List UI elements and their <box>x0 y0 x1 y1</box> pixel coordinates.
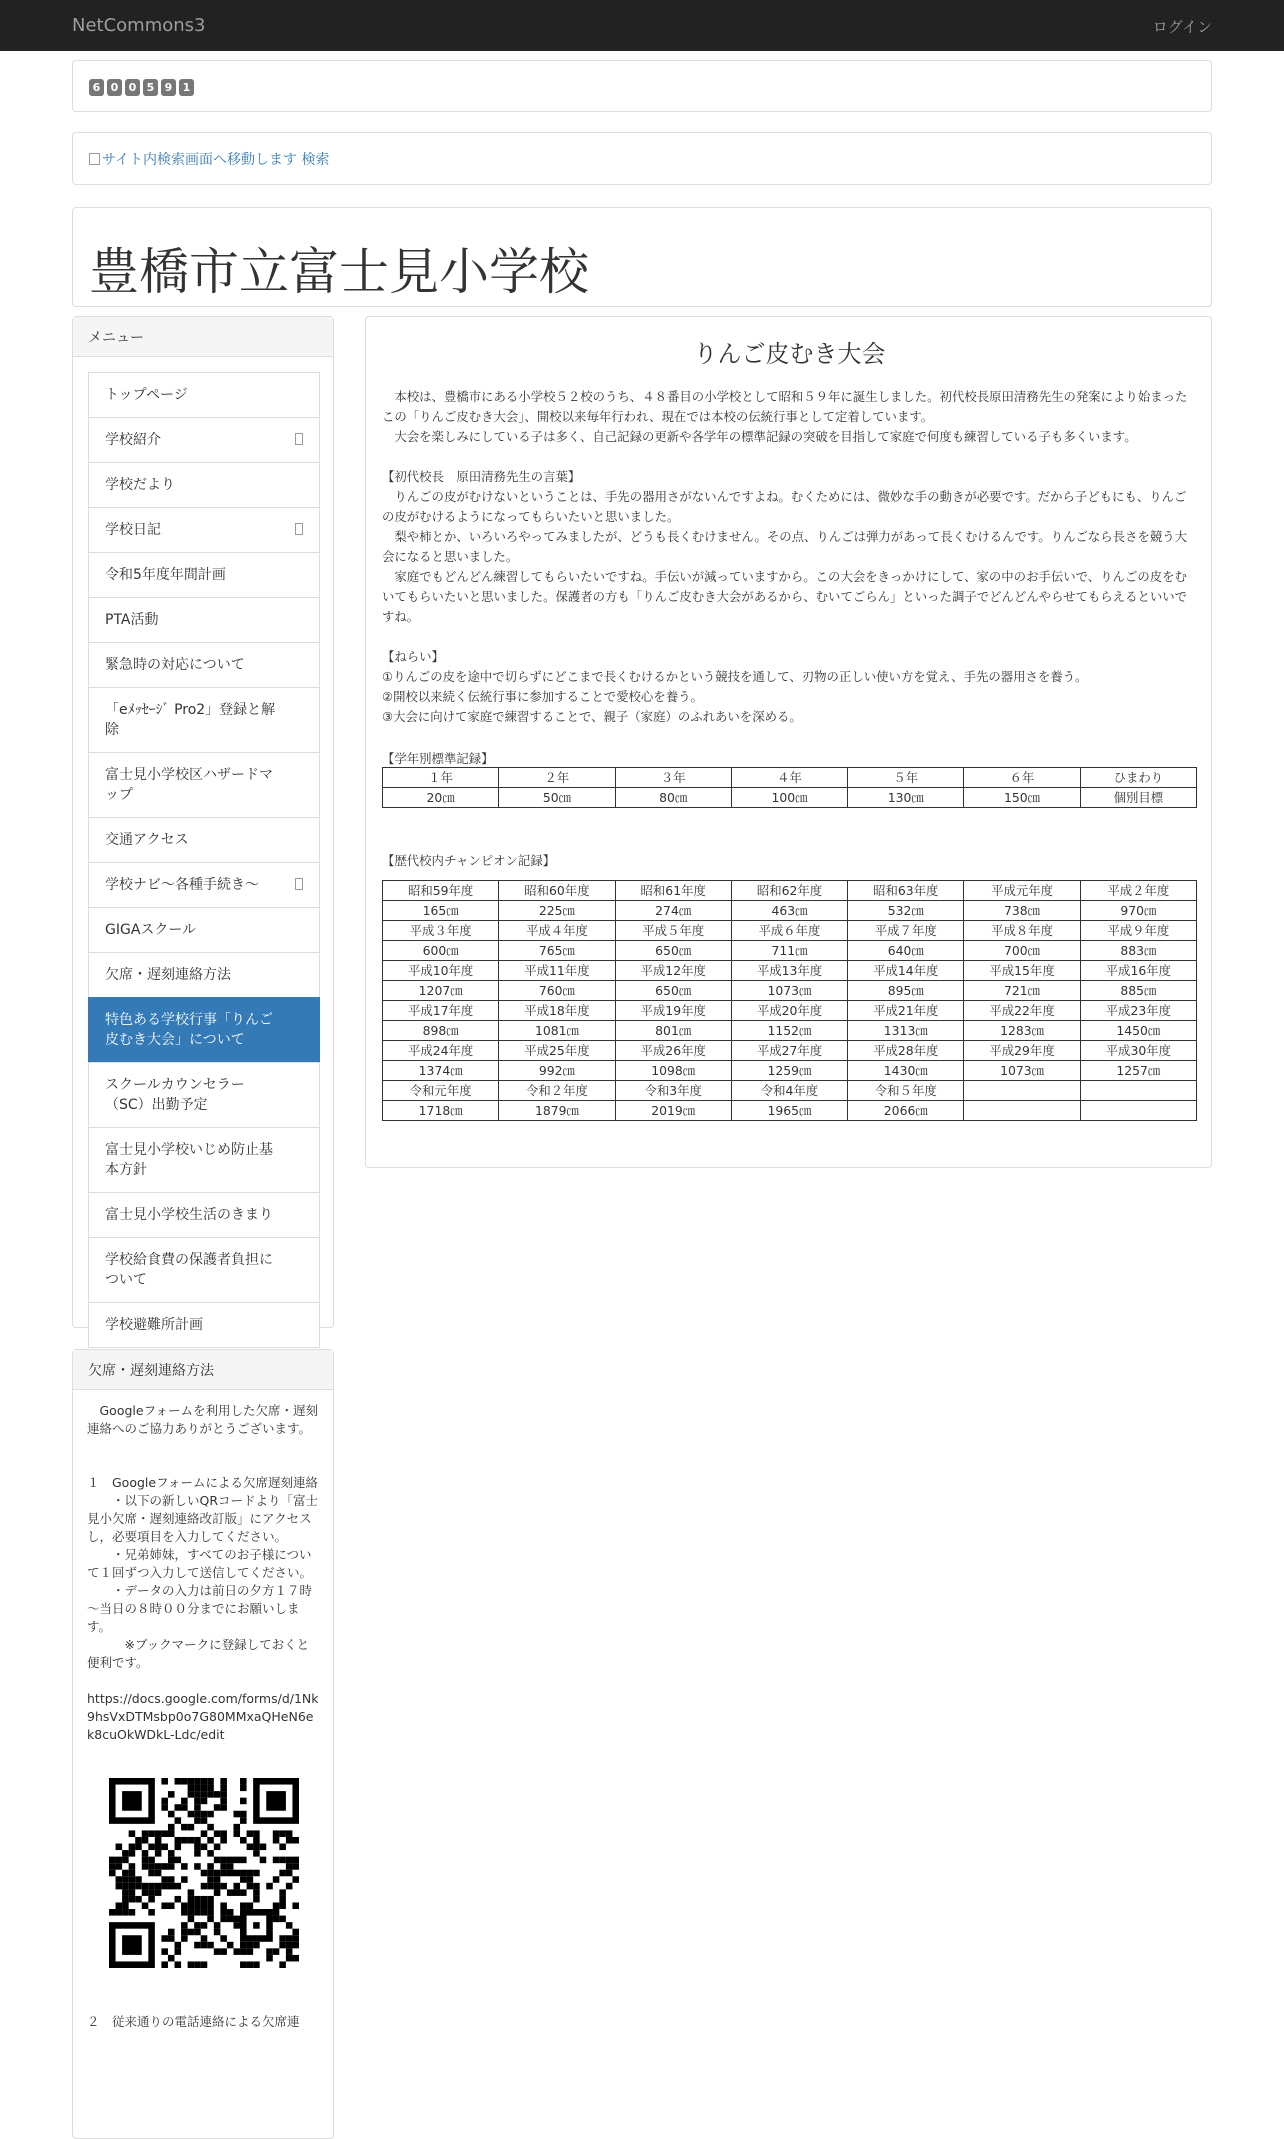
table-row <box>383 881 1197 901</box>
menu-item-label: 学校紹介 <box>105 432 161 448</box>
menu-item[interactable] <box>88 1192 320 1238</box>
table-cell: 801㎝ <box>615 1021 731 1041</box>
table-cell <box>1080 1081 1196 1101</box>
menu-item-label: 学校避難所計画 <box>105 1317 203 1333</box>
table-cell: 463㎝ <box>731 901 847 921</box>
champion-record-table <box>382 880 1197 1121</box>
absence-bullet: ・以下の新しいQRコードより「富士見小欠席・遅刻連絡改訂版」にアクセスし，必要項目を入力してください。 <box>87 1493 319 1544</box>
menu-item[interactable] <box>88 907 320 953</box>
article-paragraph: 家庭でもどんどん練習してもらいたいですね。手伝いが減っていますから。この大会をきっかけにして、家の中のお手伝いで、りんごの皮をむいてもらいたいと思いました。保護者の方も「りんご皮むき大会があるから、むいてごらん」といった調子でどんどんやらせてもらえるといいですね。 <box>382 569 1188 624</box>
menu-item-label: 特色ある学校行事「りんご皮むき大会」について <box>105 1012 273 1048</box>
table-cell: 1374㎝ <box>383 1061 499 1081</box>
absence-bullet: ・データの入力は前日の夕方１７時～当日の８時００分までにお願いします。 <box>87 1583 313 1634</box>
menu-item-label: 「eﾒｯｾｰｼﾞ Pro2」登録と解除 <box>105 702 276 738</box>
table-cell: 992㎝ <box>499 1061 615 1081</box>
table-cell: ３年 <box>615 768 731 788</box>
table-cell: 平成20年度 <box>731 1001 847 1021</box>
table-cell: 760㎝ <box>499 981 615 1001</box>
table-cell: 711㎝ <box>731 941 847 961</box>
table-cell: ６年 <box>964 768 1080 788</box>
table-cell: 970㎝ <box>1080 901 1196 921</box>
menu-item[interactable] <box>88 1127 320 1193</box>
search-panel <box>72 132 1212 185</box>
counter-digit: 5 <box>143 79 158 96</box>
table-cell: 平成10年度 <box>383 961 499 981</box>
table-cell: 平成19年度 <box>615 1001 731 1021</box>
absence-body <box>73 1390 333 2043</box>
table-cell: 1259㎝ <box>731 1061 847 1081</box>
table-cell: ２年 <box>499 768 615 788</box>
table-cell: 平成３年度 <box>383 921 499 941</box>
table-cell: 平成８年度 <box>964 921 1080 941</box>
table-cell: 640㎝ <box>848 941 964 961</box>
menu-item[interactable] <box>88 1237 320 1303</box>
menu-item[interactable] <box>88 952 320 998</box>
qr-code-image[interactable] <box>109 1778 299 1968</box>
table-cell: 昭和61年度 <box>615 881 731 901</box>
counter-digit: 0 <box>107 79 122 96</box>
article-title: りんご皮むき大会 <box>693 340 886 368</box>
menu-item-label: 富士見小学校いじめ防止基本方針 <box>105 1142 273 1178</box>
article-body <box>382 387 1197 727</box>
table-cell: 平成24年度 <box>383 1041 499 1061</box>
menu-item[interactable] <box>88 1062 320 1128</box>
table-cell: 1073㎝ <box>964 1061 1080 1081</box>
table-cell: １年 <box>383 768 499 788</box>
table-cell: 平成元年度 <box>964 881 1080 901</box>
menu-item-label: 学校ナビ～各種手続き～ <box>105 877 259 893</box>
absence-section2-title: ２ 従来通りの電話連絡による欠席連 <box>87 2014 300 2029</box>
menu-item[interactable] <box>88 862 320 908</box>
table-cell: 令和4年度 <box>731 1081 847 1101</box>
absence-heading: 欠席・遅刻連絡方法 <box>73 1350 333 1390</box>
table-cell: 昭和60年度 <box>499 881 615 901</box>
table-cell <box>1080 1101 1196 1121</box>
login-link[interactable]: ログイン <box>1152 18 1212 36</box>
counter-digit: 0 <box>125 79 140 96</box>
menu-item-label: 学校給食費の保護者負担について <box>105 1252 273 1288</box>
table-cell: 50㎝ <box>499 788 615 808</box>
search-image-alt: サイト内検索画面へ移動します <box>102 152 298 168</box>
submenu-indicator-icon[interactable] <box>295 523 303 535</box>
absence-bullet: ※ブックマークに登録しておくと便利です。 <box>87 1637 310 1670</box>
table-cell: 平成14年度 <box>848 961 964 981</box>
broken-image-icon <box>89 153 100 165</box>
table-cell: 2019㎝ <box>615 1101 731 1121</box>
table-cell: 平成16年度 <box>1080 961 1196 981</box>
table-cell: 平成12年度 <box>615 961 731 981</box>
submenu-indicator-icon[interactable] <box>295 878 303 890</box>
menu-item-label: 学校だより <box>105 477 175 493</box>
table-cell: 532㎝ <box>848 901 964 921</box>
header-panel <box>72 207 1212 307</box>
table-row <box>383 768 1197 788</box>
table-row <box>383 1101 1197 1121</box>
article-paragraph: 【ねらい】 <box>382 649 444 664</box>
table-cell: 650㎝ <box>615 941 731 961</box>
menu-item-label: トップページ <box>105 387 188 403</box>
table-cell: 昭和63年度 <box>848 881 964 901</box>
menu-panel <box>72 316 334 1333</box>
table-cell: 150㎝ <box>964 788 1080 808</box>
table-row <box>383 1041 1197 1061</box>
menu-item[interactable] <box>88 597 320 643</box>
table-cell: ５年 <box>848 768 964 788</box>
table-row <box>383 1081 1197 1101</box>
table-row <box>383 1061 1197 1081</box>
table-cell: 令和５年度 <box>848 1081 964 1101</box>
table-cell: 165㎝ <box>383 901 499 921</box>
search-label: 検索 <box>301 152 330 168</box>
table-cell: 20㎝ <box>383 788 499 808</box>
table-cell: 平成21年度 <box>848 1001 964 1021</box>
article-paragraph <box>382 627 1197 647</box>
table-cell: 平成26年度 <box>615 1041 731 1061</box>
article-paragraph <box>382 447 1197 467</box>
menu-item[interactable] <box>88 1302 320 1348</box>
menu-item[interactable] <box>88 462 320 508</box>
counter-digit: 1 <box>179 79 194 96</box>
table-cell: 100㎝ <box>731 788 847 808</box>
menu-item-label: 緊急時の対応について <box>105 657 245 673</box>
table-cell: 平成４年度 <box>499 921 615 941</box>
table-row <box>383 961 1197 981</box>
absence-panel <box>72 1349 334 2139</box>
table-cell: 平成22年度 <box>964 1001 1080 1021</box>
table-cell: 225㎝ <box>499 901 615 921</box>
table-cell: 1313㎝ <box>848 1021 964 1041</box>
article-paragraph: ②開校以来続く伝統行事に参加することで愛校心を養う。 <box>382 689 703 704</box>
menu-item[interactable] <box>88 642 320 688</box>
site-search-link[interactable] <box>89 149 329 169</box>
table-cell: 883㎝ <box>1080 941 1196 961</box>
table-row <box>383 921 1197 941</box>
table-cell: 895㎝ <box>848 981 964 1001</box>
menu-item[interactable] <box>88 997 320 1063</box>
table-cell: 1430㎝ <box>848 1061 964 1081</box>
table-cell: 1081㎝ <box>499 1021 615 1041</box>
table-cell: 1207㎝ <box>383 981 499 1001</box>
table-cell: 平成６年度 <box>731 921 847 941</box>
table-cell: 平成25年度 <box>499 1041 615 1061</box>
menu-item-label: PTA活動 <box>105 612 159 628</box>
table-cell: 平成５年度 <box>615 921 731 941</box>
menu-item-label: GIGAスクール <box>105 922 197 938</box>
counter-digit: 9 <box>161 79 176 96</box>
article-paragraph: 【初代校長 原田清務先生の言葉】 <box>382 469 581 484</box>
menu-item[interactable] <box>88 687 320 753</box>
table-cell: 130㎝ <box>848 788 964 808</box>
absence-form-url[interactable]: https://docs.google.com/forms/d/1Nk9hsVxDTMsbp0o7G80MMxaQHeN6ek8cuOkWDkL-Ldc/edit <box>87 1691 319 1742</box>
table-cell <box>964 1081 1080 1101</box>
table-cell: 885㎝ <box>1080 981 1196 1001</box>
champion-record-label: 【歴代校内チャンピオン記録】 <box>382 853 556 868</box>
top-navbar <box>0 0 1284 51</box>
table-cell: 平成28年度 <box>848 1041 964 1061</box>
table-cell: 平成29年度 <box>964 1041 1080 1061</box>
table-row <box>383 981 1197 1001</box>
table-cell: 1073㎝ <box>731 981 847 1001</box>
table-cell: 898㎝ <box>383 1021 499 1041</box>
table-cell: 1879㎝ <box>499 1101 615 1121</box>
table-cell: 令和２年度 <box>499 1081 615 1101</box>
table-row <box>383 1021 1197 1041</box>
access-counter <box>89 79 194 96</box>
menu-item-label: 学校日記 <box>105 522 161 538</box>
table-cell: ひまわり <box>1080 768 1196 788</box>
table-cell: 738㎝ <box>964 901 1080 921</box>
menu-item[interactable] <box>88 752 320 818</box>
table-cell: 昭和59年度 <box>383 881 499 901</box>
table-cell: 平成７年度 <box>848 921 964 941</box>
table-cell: 1098㎝ <box>615 1061 731 1081</box>
table-cell: 平成17年度 <box>383 1001 499 1021</box>
table-cell <box>964 1101 1080 1121</box>
table-cell: 個別目標 <box>1080 788 1196 808</box>
table-cell: 1152㎝ <box>731 1021 847 1041</box>
article-paragraph: りんごの皮がむけないということは、手先の器用さがないんですよね。むくためには、微妙な手の動きが必要です。だから子どもにも、りんごの皮がむけるようになってもらいたいと思いました。 <box>382 489 1187 524</box>
menu-item-label: 富士見小学校区ハザードマップ <box>105 767 273 803</box>
menu-item[interactable] <box>88 817 320 863</box>
table-cell: 令和3年度 <box>615 1081 731 1101</box>
table-cell: 1257㎝ <box>1080 1061 1196 1081</box>
table-cell: 平成18年度 <box>499 1001 615 1021</box>
table-cell: 平成11年度 <box>499 961 615 981</box>
article-paragraph: ③大会に向けて家庭で練習することで、親子（家庭）のふれあいを深める。 <box>382 709 802 724</box>
table-row <box>383 788 1197 808</box>
table-cell: 平成30年度 <box>1080 1041 1196 1061</box>
table-cell: 650㎝ <box>615 981 731 1001</box>
menu-list <box>88 373 320 1348</box>
table-cell: 1718㎝ <box>383 1101 499 1121</box>
table-cell: 80㎝ <box>615 788 731 808</box>
menu-item-label: スクールカウンセラー（SC）出勤予定 <box>105 1077 245 1113</box>
menu-item-label: 交通アクセス <box>105 832 189 848</box>
table-cell: 721㎝ <box>964 981 1080 1001</box>
table-cell: 274㎝ <box>615 901 731 921</box>
table-cell: 765㎝ <box>499 941 615 961</box>
menu-item[interactable] <box>88 552 320 598</box>
table-row <box>383 1001 1197 1021</box>
standard-record-label: 【学年別標準記録】 <box>382 751 494 766</box>
table-cell: 平成23年度 <box>1080 1001 1196 1021</box>
menu-heading: メニュー <box>73 317 333 357</box>
menu-item[interactable] <box>88 417 320 463</box>
table-cell: 平成15年度 <box>964 961 1080 981</box>
access-counter-panel <box>72 60 1212 112</box>
table-cell: 平成９年度 <box>1080 921 1196 941</box>
article-paragraph: 大会を楽しみにしている子は多く、自己記録の更新や各学年の標準記録の突破を目指して家庭で何度も練習している子も多くいます。 <box>382 429 1137 444</box>
absence-intro: Googleフォームを利用した欠席・遅刻連絡へのご協力ありがとうございます。 <box>87 1403 318 1436</box>
table-row <box>383 941 1197 961</box>
table-cell: ４年 <box>731 768 847 788</box>
absence-bullet: ・兄弟姉妹，すべてのお子様について１回ずつ入力して送信してください。 <box>87 1547 313 1580</box>
menu-item-label: 令和5年度年間計画 <box>105 567 226 583</box>
article-paragraph: 本校は、豊橋市にある小学校５２校のうち、４８番目の小学校として昭和５９年に誕生しました。初代校長原田清務先生の発案により始まったこの「りんご皮むき大会」、開校以来毎年行われ、現在では本校の伝統行事として定着しています。 <box>382 389 1188 424</box>
menu-item[interactable] <box>88 372 320 418</box>
brand-link[interactable]: NetCommons3 <box>72 15 206 36</box>
table-cell: 平成27年度 <box>731 1041 847 1061</box>
table-cell: 700㎝ <box>964 941 1080 961</box>
menu-item-label: 欠席・遅刻連絡方法 <box>105 967 231 983</box>
table-cell: 1965㎝ <box>731 1101 847 1121</box>
table-cell: 昭和62年度 <box>731 881 847 901</box>
table-cell: 平成13年度 <box>731 961 847 981</box>
site-title: 豊橋市立富士見小学校 <box>89 243 589 301</box>
standard-record-table <box>382 767 1197 808</box>
counter-digit: 6 <box>89 79 104 96</box>
table-cell: 2066㎝ <box>848 1101 964 1121</box>
article-panel <box>365 316 1212 1168</box>
table-cell: 1283㎝ <box>964 1021 1080 1041</box>
absence-section1-title: １ Googleフォームによる欠席遅刻連絡 <box>87 1475 318 1490</box>
table-cell: 600㎝ <box>383 941 499 961</box>
submenu-indicator-icon[interactable] <box>295 433 303 445</box>
menu-item[interactable] <box>88 507 320 553</box>
article-paragraph: 梨や柿とか、いろいろやってみましたが、どうも長くむけません。その点、りんごは弾力があって長くむけるんです。りんごなら長さを競う大会になると思いました。 <box>382 529 1188 564</box>
table-cell: 令和元年度 <box>383 1081 499 1101</box>
table-row <box>383 901 1197 921</box>
article-paragraph: ①りんごの皮を途中で切らずにどこまで長くむけるかという競技を通して、刃物の正しい使い方を覚え、手先の器用さを養う。 <box>382 669 1088 684</box>
table-cell: 平成２年度 <box>1080 881 1196 901</box>
table-cell: 1450㎝ <box>1080 1021 1196 1041</box>
menu-item-label: 富士見小学校生活のきまり <box>105 1207 273 1223</box>
